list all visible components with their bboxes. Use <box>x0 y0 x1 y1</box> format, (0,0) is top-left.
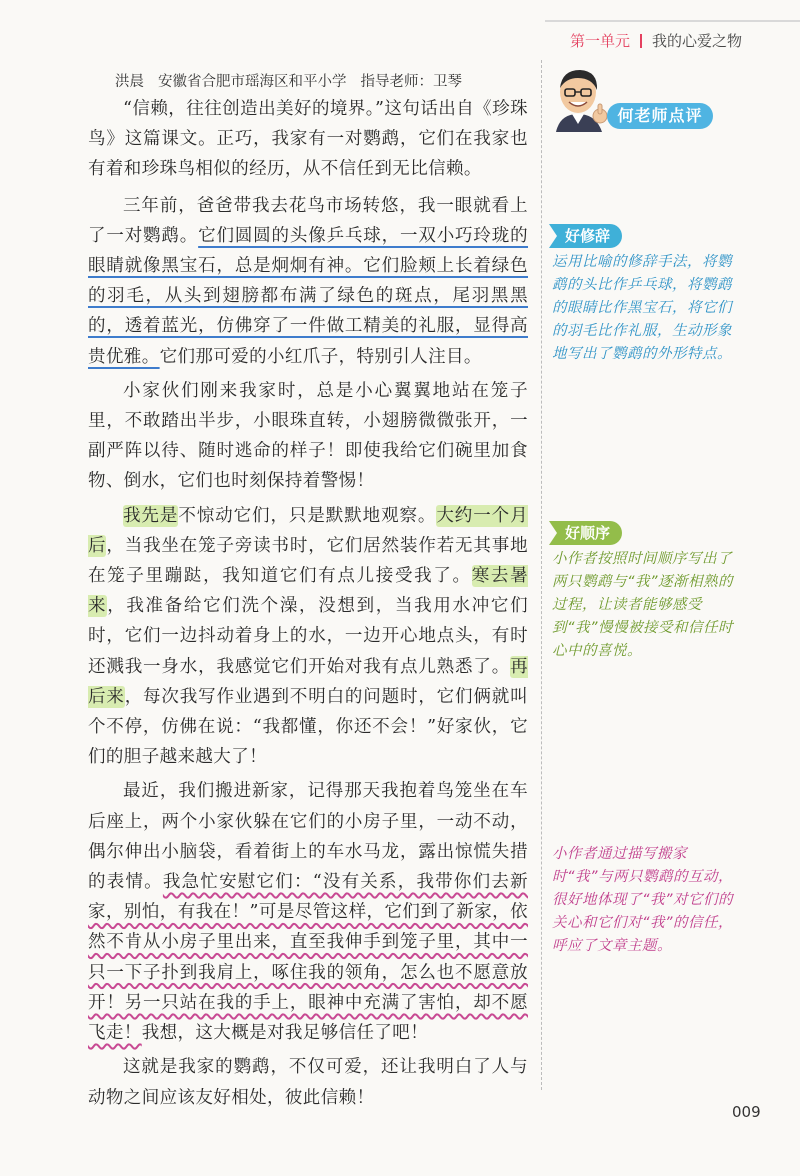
paragraph-1: “信赖，往往创造出美好的境界。”这句话出自《珍珠鸟》这篇课文。正巧，我家有一对鹦鹉，它们在我家也有着和珍珠鸟相似的经历，从不信任到无比信赖。 <box>88 99 528 180</box>
essay-body <box>88 94 528 1117</box>
order-tag: 好顺序 <box>549 521 622 545</box>
byline <box>115 70 476 91</box>
metaphor-underline: 它们圆圆的头像乒乓球，一双小巧玲珑的眼睛就像黑宝石，总是炯炯有神。它们脸颊上长着绿色的羽毛，从头到翅膀都布满了绿色的斑点，尾羽黑黑的，透着蓝光，仿佛穿了一件做工精美的礼服，显得高贵优雅。 <box>88 225 529 367</box>
rhetoric-tag: 好修辞 <box>549 224 622 248</box>
header-divider <box>640 34 642 48</box>
paragraph-5-text-c: 我想，这大概是对我足够信任了吧！ <box>141 1023 429 1044</box>
unit-label: 第一单元 <box>570 32 631 50</box>
paragraph-5-text-a: 最近，我们搬进新家，记得那天我抱着鸟笼坐在车后座上，两个小家伙躲在它们的小房子里，一动不动，偶尔伸出小脑袋，看着街上的车水马龙，露出惊慌失措的表情。 <box>88 781 528 893</box>
paragraph-4-text-d: ，每次我写作业遇到不明白的问题时，它们俩就叫个不停，仿佛在说：“我都懂，你还不会！”好家伙，它们的胆子越来越大了！ <box>88 686 528 768</box>
paragraph-4-text-a: 不惊动它们，只是默默地观察。 <box>178 505 437 526</box>
margin-divider <box>541 60 542 1090</box>
time-highlight-2: 大约一个月后 <box>88 505 529 556</box>
time-highlight-3: 寒去暑来 <box>88 566 529 617</box>
teacher-name: 指导老师：卫琴 <box>360 74 462 90</box>
order-note: 小作者按照时间顺序写出了两只鹦鹉与“我”逐渐相熟的过程，让读者能够感受到“我”慢慢被接受和信任时心中的喜悦。 <box>552 551 734 659</box>
interaction-underline: 我急忙安慰它们：“没有关系，我带你们去新家，别怕，有我在！”可是尽管这样，它们到了新家，依然不肯从小房子里出来，直至我伸手到笼子里，其中一只一下子扑到我肩上，啄住我的领角，怎么也不愿意放开！另一只站在我的手上，眼神中充满了害怕，却不愿飞走！ <box>88 872 528 1044</box>
comment-title: 何老师点评 <box>607 103 713 129</box>
time-highlight-1: 我先是 <box>123 505 179 526</box>
paragraph-3: 小家伙们刚来我家时，总是小心翼翼地站在笼子里，不敢踏出半步，小眼珠直转，小翅膀微微张开，一副严阵以待、随时逃命的样子！即使我给它们碗里加食物、倒水，它们也时刻保持着警惕！ <box>88 380 528 492</box>
theme-note: 小作者通过描写搬家时“我”与两只鹦鹉的互动，很好地体现了“我”对它们的关心和它们对“我”的信任，呼应了文章主题。 <box>552 846 734 954</box>
paragraph-2-intro: 三年前，爸爸带我去花鸟市场转悠，我一眼就看上了一对鹦鹉。 <box>88 195 528 246</box>
paragraph-4 <box>88 501 528 773</box>
running-header <box>570 30 742 51</box>
paragraph-2 <box>88 191 528 372</box>
paragraph-6: 这就是我家的鹦鹉，不仅可爱，还让我明白了人与动物之间应该友好相处，彼此信赖！ <box>88 1057 528 1108</box>
paragraph-4-text-c: ，我准备给它们洗个澡，没想到，当我用水冲它们时，它们一边抖动着身上的水，一边开心地点头，有时还溅我一身水，我感觉它们开始对我有点儿熟悉了。 <box>88 596 528 677</box>
paragraph-2-end: 它们那可爱的小红爪子，特别引人注目。 <box>159 346 482 367</box>
paragraph-4-text-b: ，当我坐在笼子旁读书时，它们居然装作若无其事地在笼子里蹦跶，我知道它们有点儿接受我了。 <box>88 535 528 587</box>
chapter-title: 我的心爱之物 <box>652 32 743 50</box>
header-rule <box>545 20 800 22</box>
author-name: 洪晨 <box>115 74 144 90</box>
school-name: 安徽省合肥市瑶海区和平小学 <box>158 74 347 90</box>
rhetoric-note: 运用比喻的修辞手法，将鹦鹉的头比作乒乓球，将鹦鹉的眼睛比作黑宝石，将它们的羽毛比作礼服，生动形象地写出了鹦鹉的外形特点。 <box>552 254 732 362</box>
time-highlight-4: 再后来 <box>88 656 528 707</box>
teacher-avatar-icon <box>552 66 608 132</box>
page-number: 009 <box>732 1103 761 1121</box>
paragraph-5 <box>88 776 528 1048</box>
